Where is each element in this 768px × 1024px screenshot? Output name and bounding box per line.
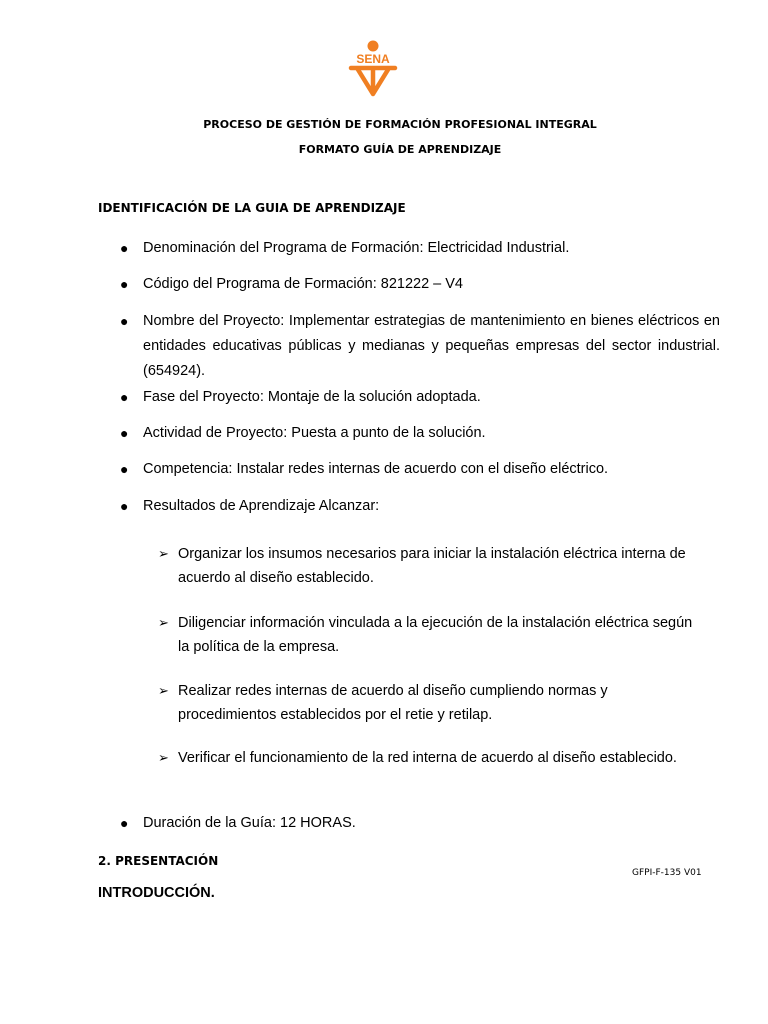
arrow-bullet-icon: ➢ <box>158 615 169 630</box>
bullet-icon: ● <box>120 313 129 329</box>
logo-text: SENA <box>356 52 390 66</box>
arrow-bullet-icon: ➢ <box>158 750 169 765</box>
logo-figure-icon <box>351 68 395 94</box>
guide-duration: Duración de la Guía: 12 HORAS. <box>143 815 356 831</box>
project-name: Nombre del Proyecto: Implementar estrategias de mantenimiento en bienes eléctricos en entidades educativas públicas y medianas y pequeñas empresas del sector industrial. (654924). <box>143 313 720 379</box>
logo-head-icon <box>368 41 379 52</box>
learning-results-label: Resultados de Aprendizaje Alcanzar: <box>143 498 380 514</box>
result-text: Verificar el funcionamiento de la red interna de acuerdo al diseño establecido. <box>178 750 677 766</box>
list-item <box>120 457 720 482</box>
result-text: Diligenciar información vinculada a la ejecución de la instalación eléctrica según la política de la empresa. <box>178 615 693 655</box>
list-item <box>120 272 720 297</box>
bullet-icon: ● <box>120 276 129 292</box>
header-format: FORMATO GUÍA DE APRENDIZAJE <box>298 143 502 156</box>
sena-logo <box>343 38 403 98</box>
list-item <box>120 421 720 446</box>
program-code: Código del Programa de Formación: 821222 – V4 <box>143 276 463 292</box>
arrow-bullet-icon: ➢ <box>158 546 169 561</box>
result-item <box>158 679 703 727</box>
bullet-icon: ● <box>120 498 129 514</box>
presentation-title: 2. PRESENTACIÓN <box>98 854 219 868</box>
identification-title: IDENTIFICACIÓN DE LA GUIA DE APRENDIZAJE <box>98 201 406 215</box>
arrow-bullet-icon: ➢ <box>158 683 169 698</box>
bullet-icon: ● <box>120 461 129 477</box>
list-item <box>120 494 720 519</box>
list-item <box>120 309 720 384</box>
bullet-icon: ● <box>120 425 129 441</box>
document-code: GFPI-F-135 V01 <box>632 868 702 878</box>
project-phase: Fase del Proyecto: Montaje de la solución adoptada. <box>143 389 481 405</box>
bullet-icon: ● <box>120 815 129 831</box>
competency: Competencia: Instalar redes internas de acuerdo con el diseño eléctrico. <box>143 461 609 477</box>
program-name: Denominación del Programa de Formación: Electricidad Industrial. <box>143 240 570 256</box>
bullet-icon: ● <box>120 389 129 405</box>
list-item <box>120 236 720 261</box>
result-text: Realizar redes internas de acuerdo al diseño cumpliendo normas y procedimientos establecidos por el retie y retilap. <box>178 683 608 723</box>
result-item <box>158 746 703 770</box>
result-item <box>158 542 703 590</box>
project-activity: Actividad de Proyecto: Puesta a punto de la solución. <box>143 425 486 441</box>
introduction-heading: INTRODUCCIÓN. <box>98 885 215 901</box>
list-item <box>120 385 720 410</box>
result-text: Organizar los insumos necesarios para iniciar la instalación eléctrica interna de acuerdo al diseño establecido. <box>178 546 686 586</box>
list-item <box>120 811 720 836</box>
header-process: PROCESO DE GESTIÓN DE FORMACIÓN PROFESIONAL INTEGRAL <box>203 118 597 131</box>
bullet-icon: ● <box>120 240 129 256</box>
result-item <box>158 611 703 659</box>
